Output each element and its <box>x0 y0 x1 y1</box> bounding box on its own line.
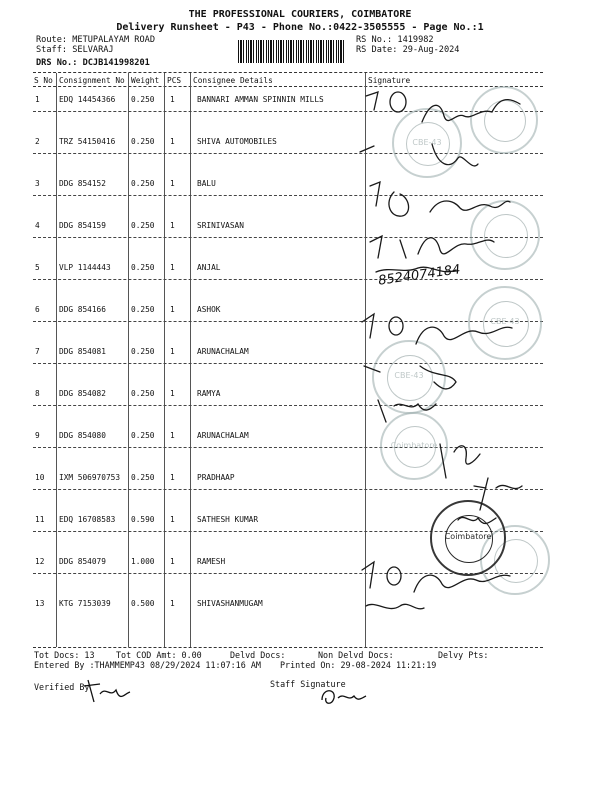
weight: 0.250 <box>131 431 155 440</box>
consignment-number: TRZ 54150416 <box>59 137 116 146</box>
rs-number: RS No.: 1419982 <box>356 35 434 45</box>
consignee-name: BANNARI AMMAN SPINNIN MILLS <box>197 95 324 104</box>
weight: 0.250 <box>131 305 155 314</box>
staff-signature <box>318 684 368 708</box>
runsheet-title: Delivery Runsheet - P43 - Phone No.:0422-3505555 - Page No.:1 <box>116 22 484 33</box>
weight: 0.250 <box>131 347 155 356</box>
drs-number: DRS No.: DCJB141998201 <box>36 58 150 68</box>
staff-label: Staff: SELVARAJ <box>36 45 114 55</box>
delivery-points: Delvy Pts: <box>438 650 489 660</box>
pieces: 1 <box>170 263 175 272</box>
column-header: Consignment No <box>59 76 125 85</box>
serial-number: 3 <box>35 179 40 188</box>
consignee-name: ANJAL <box>197 263 221 272</box>
pieces: 1 <box>170 221 175 230</box>
company-stamp: Coimbatore <box>430 500 506 576</box>
serial-number: 5 <box>35 263 40 272</box>
pieces: 1 <box>170 389 175 398</box>
total-cod-amount: Tot COD Amt: 0.00 <box>116 650 202 660</box>
company-stamp: Coimbatore <box>380 412 448 480</box>
weight: 0.250 <box>131 389 155 398</box>
consignment-number: DDG 854152 <box>59 179 106 188</box>
pieces: 1 <box>170 431 175 440</box>
column-header: Weight <box>131 76 160 85</box>
weight: 0.250 <box>131 221 155 230</box>
weight: 0.500 <box>131 599 155 608</box>
serial-number: 12 <box>35 557 45 566</box>
serial-number: 8 <box>35 389 40 398</box>
signature-scribbles <box>360 82 550 622</box>
rs-date: RS Date: 29-Aug-2024 <box>356 45 460 55</box>
delivered-docs: Delvd Docs: <box>230 650 286 660</box>
serial-number: 4 <box>35 221 40 230</box>
consignment-number: DDG 854159 <box>59 221 106 230</box>
consignment-number: DDG 854079 <box>59 557 106 566</box>
pieces: 1 <box>170 95 175 104</box>
column-header: S No <box>34 76 53 85</box>
consignee-name: ARUNACHALAM <box>197 347 249 356</box>
entered-by: Entered By :THAMMEMP43 08/29/2024 11:07:16 AM <box>34 660 261 670</box>
serial-number: 2 <box>35 137 40 146</box>
verified-by-label: Verified By <box>34 682 90 692</box>
serial-number: 1 <box>35 95 40 104</box>
serial-number: 7 <box>35 347 40 356</box>
table-bottom-rule <box>33 647 543 648</box>
consignment-number: EDQ 16708583 <box>59 515 116 524</box>
serial-number: 11 <box>35 515 45 524</box>
serial-number: 10 <box>35 473 45 482</box>
serial-number: 9 <box>35 431 40 440</box>
consignment-number: DDG 854081 <box>59 347 106 356</box>
consignee-name: SRINIVASAN <box>197 221 244 230</box>
consignee-name: SHIVA AUTOMOBILES <box>197 137 277 146</box>
pieces: 1 <box>170 347 175 356</box>
weight: 0.590 <box>131 515 155 524</box>
consignee-name: SATHESH KUMAR <box>197 515 259 524</box>
company-stamp: CBE-43 <box>392 108 462 178</box>
weight: 0.250 <box>131 179 155 188</box>
weight: 0.250 <box>131 137 155 146</box>
weight: 0.250 <box>131 263 155 272</box>
consignment-number: DDG 854080 <box>59 431 106 440</box>
consignee-name: PRADHAAP <box>197 473 235 482</box>
consignee-name: RAMESH <box>197 557 226 566</box>
serial-number: 6 <box>35 305 40 314</box>
pieces: 1 <box>170 473 175 482</box>
pieces: 1 <box>170 305 175 314</box>
barcode <box>238 40 344 63</box>
consignment-number: EDQ 14454366 <box>59 95 116 104</box>
company-stamp: CBE-43 <box>468 286 542 360</box>
column-header: Signature <box>368 76 411 85</box>
company-stamp: CBE-43 <box>372 340 446 414</box>
weight: 1.000 <box>131 557 155 566</box>
consignee-name: SHIVASHANMUGAM <box>197 599 263 608</box>
pieces: 1 <box>170 137 175 146</box>
pieces: 1 <box>170 557 175 566</box>
weight: 0.250 <box>131 95 155 104</box>
pieces: 1 <box>170 515 175 524</box>
handwritten-phone: 8524074184 <box>377 262 462 289</box>
consignment-number: DDG 854082 <box>59 389 106 398</box>
non-delivered-docs: Non Delvd Docs: <box>318 650 394 660</box>
consignment-number: KTG 7153039 <box>59 599 111 608</box>
consignment-number: IXM 506970753 <box>59 473 121 482</box>
consignee-name: RAMYA <box>197 389 221 398</box>
consignee-name: BALU <box>197 179 216 188</box>
column-header: PCS <box>167 76 182 85</box>
verifier-signature <box>84 676 144 706</box>
company-title: THE PROFESSIONAL COURIERS, COIMBATORE <box>188 9 412 20</box>
total-docs: Tot Docs: 13 <box>34 650 95 660</box>
serial-number: 13 <box>35 599 45 608</box>
printed-on: Printed On: 29-08-2024 11:21:19 <box>280 660 437 670</box>
consignment-number: DDG 854166 <box>59 305 106 314</box>
staff-signature-label: Staff Signature <box>270 679 346 689</box>
consignment-number: VLP 1144443 <box>59 263 111 272</box>
route-label: Route: METUPALAYAM ROAD <box>36 35 155 45</box>
pieces: 1 <box>170 599 175 608</box>
column-header: Consignee Details <box>193 76 273 85</box>
pieces: 1 <box>170 179 175 188</box>
consignee-name: ASHOK <box>197 305 221 314</box>
weight: 0.250 <box>131 473 155 482</box>
consignee-name: ARUNACHALAM <box>197 431 249 440</box>
